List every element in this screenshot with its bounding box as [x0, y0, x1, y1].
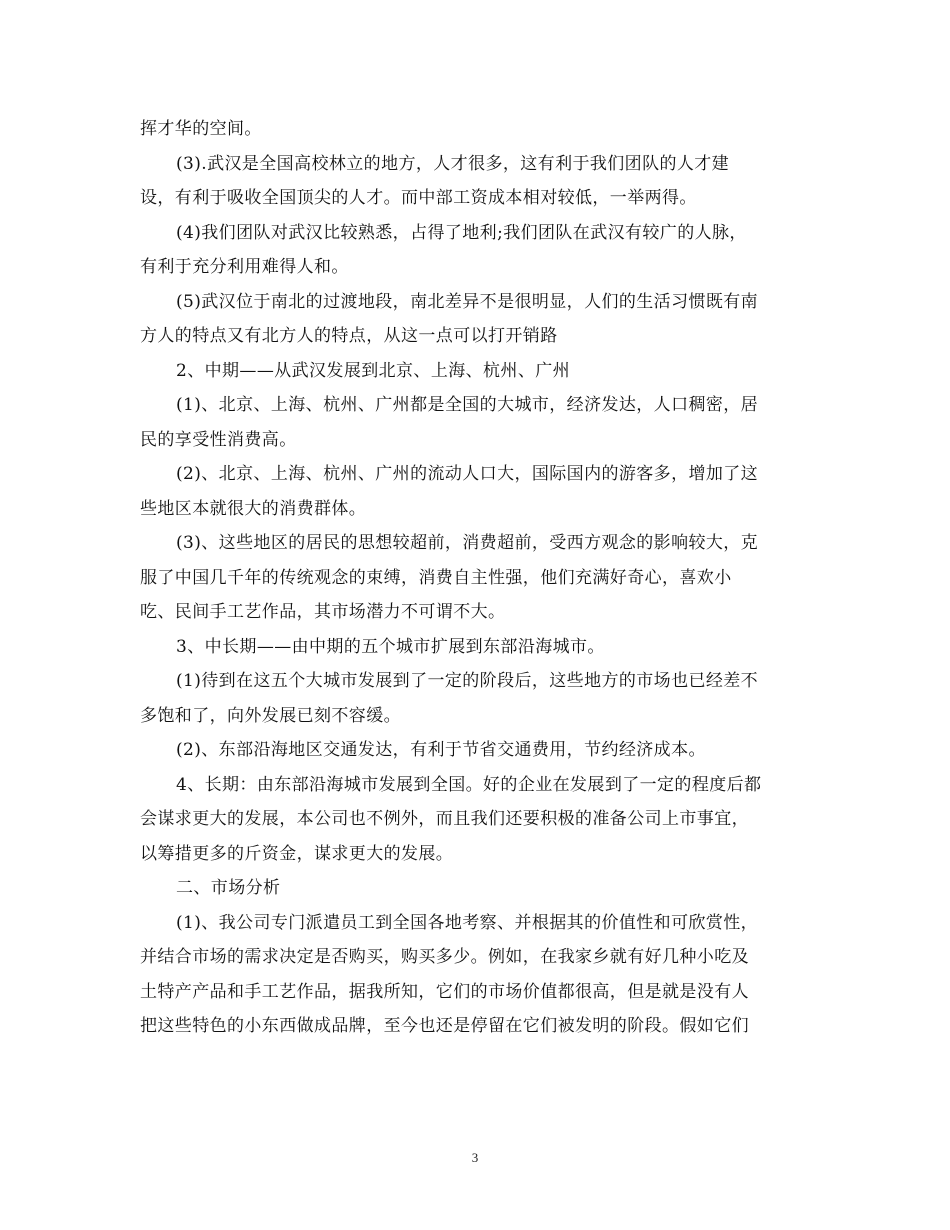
paragraph [140, 526, 808, 630]
paragraph-line: 有利于充分利用难得人和。 [140, 257, 349, 277]
paragraph [140, 216, 808, 285]
paragraph-line: 民的享受性消费高。 [140, 429, 297, 450]
paragraph-line: 4、长期：由东部沿海城市发展到全国。好的企业在发展到了一定的程度后都 [176, 774, 762, 795]
paragraph [140, 906, 808, 1044]
paragraph-line: 以筹措更多的斤资金，谋求更大的发展。 [140, 843, 454, 864]
paragraph [140, 630, 808, 665]
paragraph-line: 挥才华的空间。 [140, 119, 262, 139]
paragraph-line: (1)、北京、上海、杭州、广州都是全国的大城市，经济发达，人口稠密，居 [176, 395, 759, 415]
paragraph [140, 664, 808, 733]
paragraph-line: (5)武汉位于南北的过渡地段，南北差异不是很明显，人们的生活习惯既有南 [176, 291, 759, 312]
paragraph-line: 方人的特点又有北方人的特点，从这一点可以打开销路 [140, 326, 558, 346]
paragraph-line: (2)、东部沿海地区交通发达，有利于节省交通费用，节约经济成本。 [176, 740, 706, 760]
paragraph-line: (1)待到在这五个大城市发展到了一定的阶段后，这些地方的市场也已经差不 [176, 671, 759, 691]
paragraph-line: 多饱和了，向外发展已刻不容缓。 [140, 705, 401, 726]
paragraph-line: (2)、北京、上海、杭州、广州的流动人口大，国际国内的游客多，增加了这 [176, 464, 759, 484]
paragraph [140, 147, 808, 216]
paragraph [140, 285, 808, 354]
paragraph-line: 2、中期——从武汉发展到北京、上海、杭州、广州 [176, 360, 571, 381]
paragraph [140, 457, 808, 526]
page-number: 3 [471, 1150, 479, 1165]
paragraph-line: 3、中长期——由中期的五个城市扩展到东部沿海城市。 [176, 636, 605, 657]
paragraph [140, 354, 808, 389]
paragraph-line: (1)、我公司专门派遣员工到全国各地考察、并根据其的价值性和可欣赏性， [176, 912, 759, 933]
paragraph-line: 些地区本就很大的消费群体。 [140, 498, 367, 519]
paragraph [140, 733, 808, 768]
paragraph [140, 871, 808, 906]
paragraph-line: 把这些特色的小东西做成品牌，至今也还是停留在它们被发明的阶段。假如它们 [140, 1016, 749, 1036]
paragraph-line: 会谋求更大的发展，本公司也不例外，而且我们还要积极的准备公司上市事宜， [140, 809, 749, 829]
paragraph [140, 768, 808, 872]
paragraph [140, 388, 808, 457]
paragraph-line: (3)、这些地区的居民的思想较超前，消费超前，受西方观念的影响较大，克 [176, 533, 759, 553]
paragraph-line: (4)我们团队对武汉比较熟悉，占得了地利;我们团队在武汉有较广的人脉， [176, 222, 747, 243]
paragraph-line: 服了中国几千年的传统观念的束缚，消费自主性强，他们充满好奇心，喜欢小 [140, 567, 732, 588]
paragraph-line: (3).武汉是全国高校林立的地方，人才很多，这有利于我们团队的人才建 [176, 153, 730, 174]
paragraph-line: 土特产产品和手工艺作品，据我所知，它们的市场价值都很高，但是就是没有人 [140, 981, 749, 1002]
paragraph-line: 吃、民间手工艺作品，其市场潜力不可谓不大。 [140, 602, 506, 622]
paragraph-line: 设，有利于吸收全国顶尖的人才。而中部工资成本相对较低，一举两得。 [140, 188, 697, 208]
paragraph-line: 二、市场分析 [176, 878, 281, 898]
paragraph-line: 并结合市场的需求决定是否购买，购买多少。例如，在我家乡就有好几种小吃及 [140, 947, 749, 967]
paragraph [140, 112, 808, 147]
document-body [140, 112, 808, 1044]
